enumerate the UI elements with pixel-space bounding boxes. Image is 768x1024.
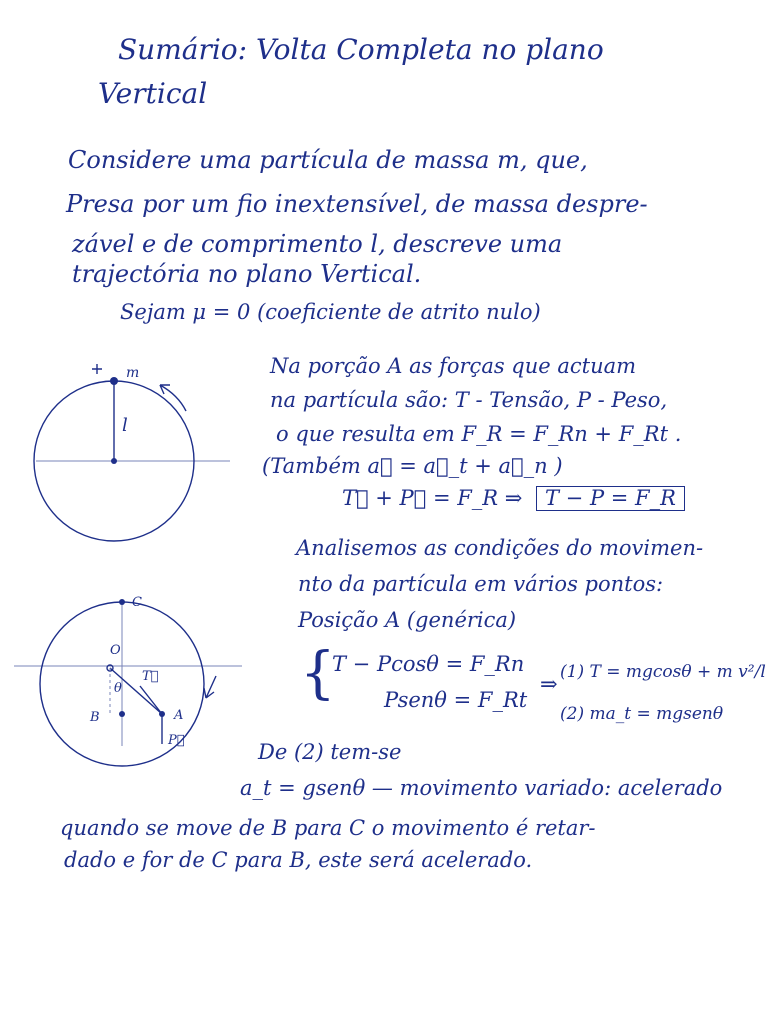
label-theta: θ xyxy=(114,681,122,696)
mass-label: m xyxy=(126,365,140,381)
label-o: O xyxy=(110,643,121,658)
label-tension: T⃗ xyxy=(142,669,159,684)
intro-line: zável e de comprimento l, descreve uma xyxy=(72,230,563,258)
section-a-line: (Também a⃗ = a⃗_t + a⃗_n ) xyxy=(262,454,563,478)
section-a-line: na partícula são: T - Tensão, P - Peso, xyxy=(270,388,668,412)
system-equation-left: Psenθ = F_Rt xyxy=(384,688,528,712)
section-a-line: o que resulta em F_R = F_Rn + F_Rt . xyxy=(276,422,682,446)
direction-arrow-icon xyxy=(204,676,216,698)
intro-line: trajectória no plano Vertical. xyxy=(72,260,422,288)
intro-line: Considere uma partícula de massa m, que, xyxy=(68,146,588,174)
friction-assumption: Sejam μ = 0 (coeficiente de atrito nulo) xyxy=(120,300,541,324)
page-title-continued: Vertical xyxy=(98,77,208,110)
force-sum-equation: T⃗ + P⃗ = F_R ⇒ xyxy=(342,486,523,510)
point-c-dot xyxy=(119,599,125,605)
section-b-line: Posição A (genérica) xyxy=(298,608,517,632)
point-b-dot xyxy=(119,711,125,717)
acceleration-result: a_t = gsenθ — movimento variado: acelerado xyxy=(240,776,723,800)
implies-sign: ⇒ xyxy=(540,672,558,696)
conclusion-intro: De (2) tem-se xyxy=(258,740,402,764)
section-b-line: nto da partícula em vários pontos: xyxy=(298,572,664,596)
page-title: Sumário: Volta Completa no plano xyxy=(118,33,604,66)
label-a: A xyxy=(174,708,184,723)
label-b: B xyxy=(90,710,100,725)
label-weight: P⃗ xyxy=(168,733,185,748)
boxed-equation: T − P = F_R xyxy=(536,486,685,511)
particle-dot xyxy=(110,377,118,385)
intro-line: Presa por um fio inextensível, de massa despre- xyxy=(66,190,648,218)
system-equation-left: T − Pcosθ = F_Rn xyxy=(332,652,525,676)
circle-diagram-top xyxy=(30,355,250,535)
length-label: l xyxy=(122,415,128,436)
system-equation-right: (1) T = mgcosθ + m v²/l xyxy=(560,662,766,682)
section-b-line: Analisemos as condições do movimen- xyxy=(296,536,704,560)
pivot-mark-icon xyxy=(92,364,102,374)
tension-vector xyxy=(140,686,162,714)
system-equation-right: (2) ma_t = mgsenθ xyxy=(560,704,724,724)
section-a-line: Na porção A as forças que actuam xyxy=(270,354,637,378)
center-dot xyxy=(111,458,117,464)
conclusion-line: dado e for de C para B, este será acelerado. xyxy=(64,848,533,872)
conclusion-line: quando se move de B para C o movimento é retar- xyxy=(60,816,596,840)
system-brace: { xyxy=(300,641,336,706)
circle-diagram-bottom xyxy=(10,586,250,756)
label-c: C xyxy=(132,595,142,610)
